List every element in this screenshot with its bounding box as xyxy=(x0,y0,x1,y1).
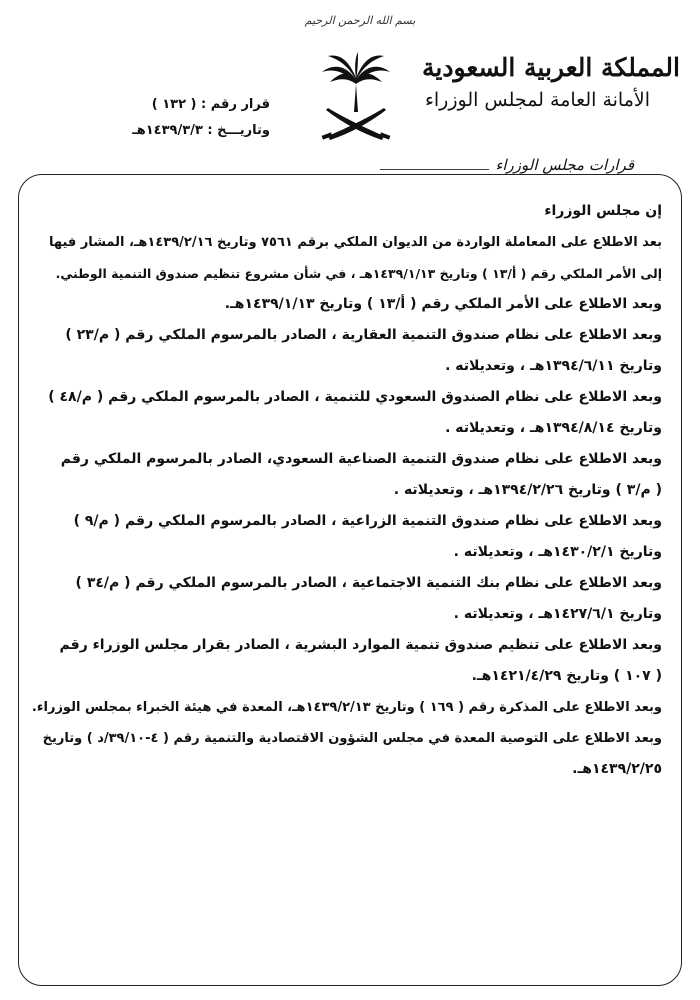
paragraph: وبعد الاطلاع على نظام الصندوق السعودي للتنمية ، الصادر بالمرسوم الملكي رقم ( م/٤٨ ) xyxy=(48,389,662,405)
basmala: بسم الله الرحمن الرحيم xyxy=(304,14,416,27)
paragraph: وبعد الاطلاع على نظام بنك التنمية الاجتماعية ، الصادر بالمرسوم الملكي رقم ( م/٣٤ ) xyxy=(75,575,662,591)
paragraph: وبعد الاطلاع على نظام صندوق التنمية العقارية ، الصادر بالمرسوم الملكي رقم ( م/٢٣ ) xyxy=(65,327,662,343)
paragraph: وتاريخ ١٤٣٠/٢/١هـ ، وتعديلاته . xyxy=(453,544,662,560)
document-body xyxy=(32,196,662,785)
paragraph: ( م/٣ ) وتاريخ ١٣٩٤/٢/٢٦هـ ، وتعديلاته . xyxy=(393,482,662,498)
secretariat-name: الأمانة العامة لمجلس الوزراء xyxy=(424,89,650,111)
paragraph: بعد الاطلاع على المعاملة الواردة من الديوان الملكي برقم ٧٥٦١ وتاريخ ١٤٣٩/٢/١٦هـ، المشار فيها xyxy=(49,235,662,250)
paragraph: ( ١٠٧ ) وتاريخ ١٤٢١/٤/٢٩هـ. xyxy=(471,668,662,684)
paragraph: وبعد الاطلاع على التوصية المعدة في مجلس الشؤون الاقتصادية والتنمية رقم ( ٤-٣٩/١٠/د ) وتاريخ xyxy=(42,731,662,746)
paragraph: ١٤٣٩/٢/٢٥هـ. xyxy=(572,761,662,777)
paragraph: وبعد الاطلاع على الأمر الملكي رقم ( أ/١٣ ) وتاريخ ١٤٣٩/١/١٣هـ. xyxy=(224,296,662,312)
paragraph: وبعد الاطلاع على نظام صندوق التنمية الصناعية السعودي، الصادر بالمرسوم الملكي رقم xyxy=(60,451,662,467)
paragraph: وبعد الاطلاع على المذكرة رقم ( ١٦٩ ) وتاريخ ١٤٣٩/٢/١٣هـ، المعدة في هيئة الخبراء بمجلس الوزراء. xyxy=(31,700,662,715)
decision-number: قرار رقم : ( ١٣٢ ) xyxy=(151,97,270,112)
paragraph: وتاريخ ١٣٩٤/٦/١١هـ ، وتعديلاته . xyxy=(445,358,662,374)
paragraph: إن مجلس الوزراء xyxy=(544,203,662,219)
decision-info xyxy=(90,92,270,144)
paragraph: وبعد الاطلاع على نظام صندوق التنمية الزراعية ، الصادر بالمرسوم الملكي رقم ( م/٩ ) xyxy=(73,513,662,529)
section-title: قرارات مجلس الوزراء xyxy=(489,156,640,174)
paragraph: وتاريخ ١٤٢٧/٦/١هـ ، وتعديلاته . xyxy=(453,606,662,622)
paragraph: وتاريخ ١٣٩٤/٨/١٤هـ ، وتعديلاته . xyxy=(445,420,662,436)
paragraph: وبعد الاطلاع على تنظيم صندوق تنمية الموارد البشرية ، الصادر بقرار مجلس الوزراء رقم xyxy=(59,637,662,653)
decision-date: وتاريـــخ : ١٤٣٩/٣/٣هـ xyxy=(132,123,270,138)
issuer-header xyxy=(421,52,680,114)
paragraph: إلى الأمر الملكي رقم ( أ/١٣ ) وتاريخ ١٤٣٩/١/١٣هـ ، في شأن مشروع تنظيم صندوق التنمية الوطني. xyxy=(55,266,662,281)
saudi-emblem-icon xyxy=(318,50,394,146)
kingdom-name: المملكة العربية السعودية xyxy=(421,53,680,82)
